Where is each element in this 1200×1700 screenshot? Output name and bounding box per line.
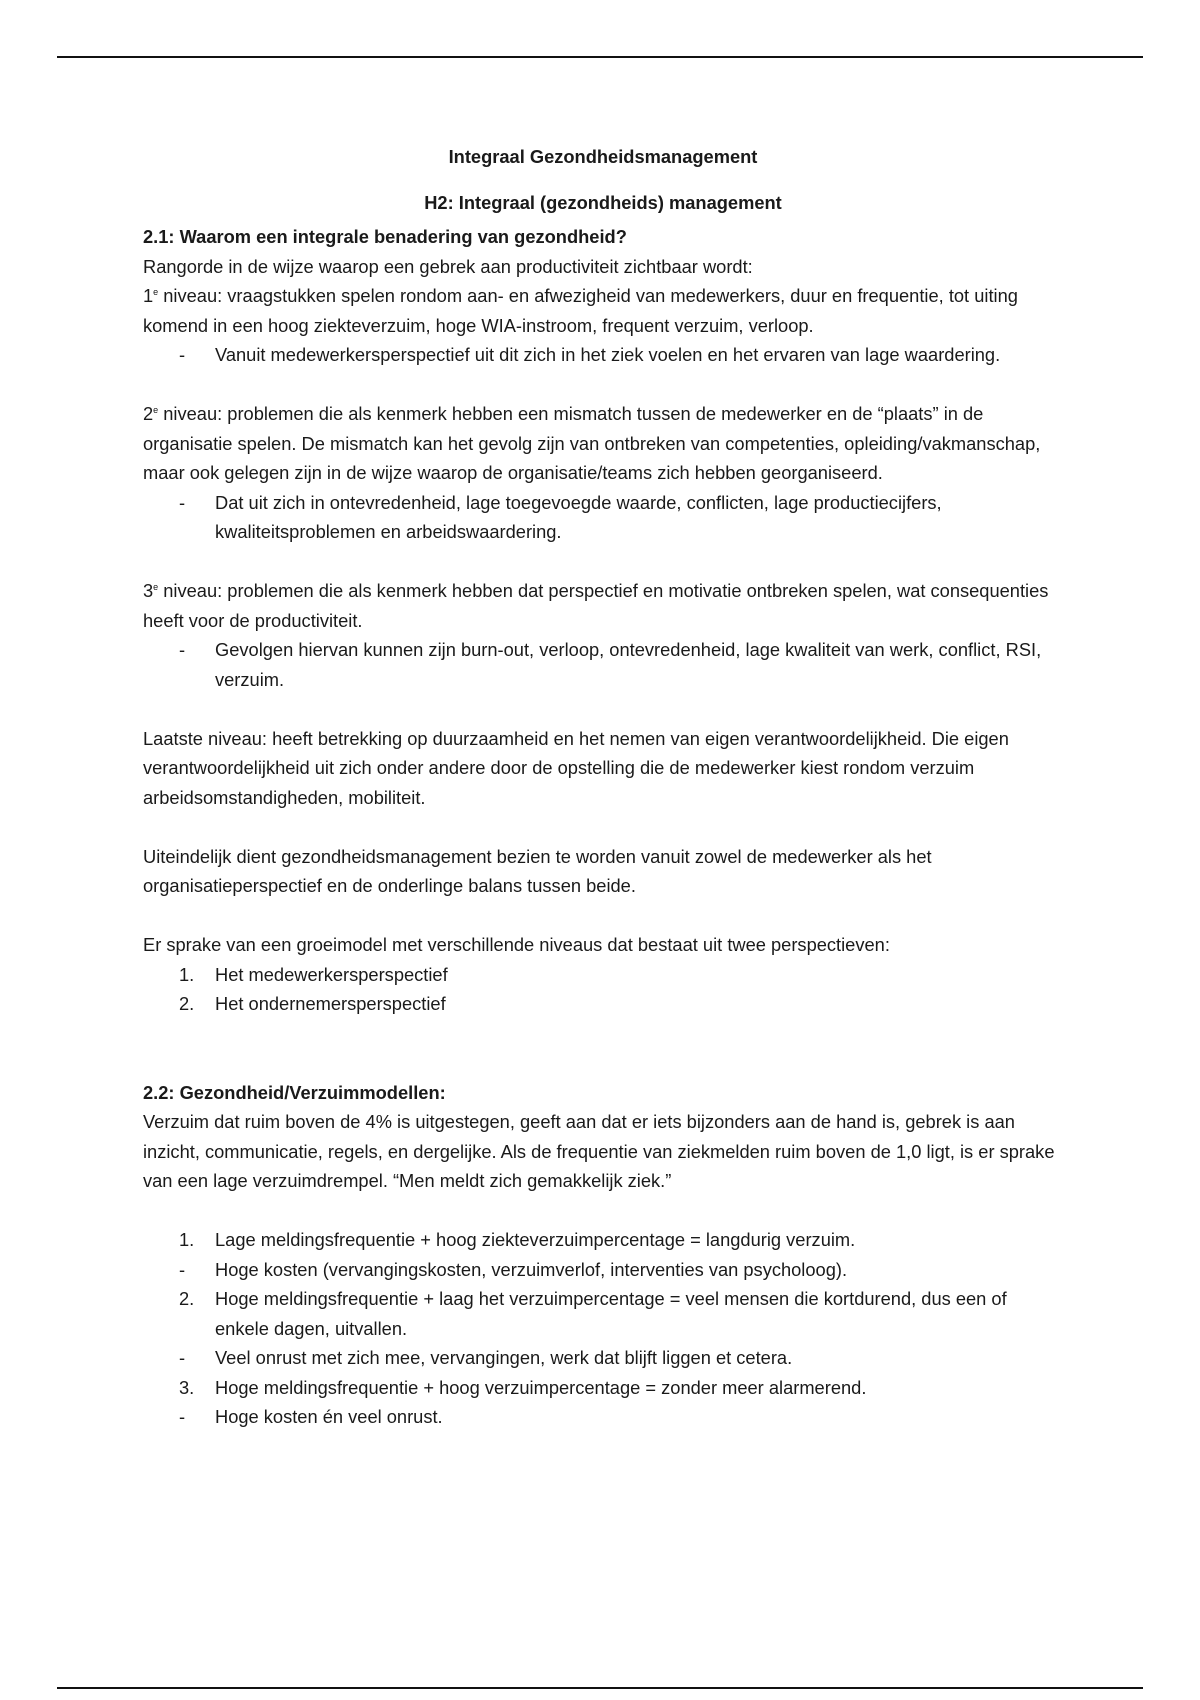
intro-paragraph: Rangorde in de wijze waarop een gebrek aan productiviteit zichtbaar wordt:	[143, 255, 753, 277]
level-3-paragraph: 3e niveau: problemen die als kenmerk hebben dat perspectief en motivatie ontbreken spelen, wat consequenties heeft voor de productiviteit.	[143, 580, 1049, 631]
section-2-1-heading: 2.1: Waarom een integrale benadering van gezondheid?	[143, 226, 627, 247]
list-item: - Veel onrust met zich mee, vervangingen, werk dat blijft liggen et cetera.	[179, 1347, 793, 1368]
list-item: 1. Het medewerkersperspectief	[179, 963, 448, 985]
list-item: - Hoge kosten (vervangingskosten, verzuimverlof, interventies van psycholoog).	[179, 1258, 848, 1280]
list-item: 2. Hoge meldingsfrequentie + laag het verzuimpercentage = veel mensen die kortdurend, dus een of enkele dagen, uitvallen.	[179, 1288, 1007, 1339]
level-1-bullet: - Vanuit medewerkersperspectief uit dit zich in het ziek voelen en het ervaren van lage waardering.	[179, 344, 1001, 365]
document-title: Integraal Gezondheidsmanagement	[448, 146, 758, 167]
level-2-bullet: - Dat uit zich in ontevredenheid, lage toegevoegde waarde, conflicten, lage productiecijfers, kwaliteitsproblemen en arbeidswaardering.	[179, 491, 942, 542]
level-3-bullet: - Gevolgen hiervan kunnen zijn burn-out, verloop, ontevredenheid, lage kwaliteit van werk, conflict, RSI, verzuim.	[179, 639, 1042, 690]
top-rule	[57, 56, 1143, 58]
level-1-paragraph: 1e niveau: vraagstukken spelen rondom aan- en afwezigheid van medewerkers, duur en frequentie, tot uiting komend in een hoog ziekteverzuim, hoge WIA-instroom, frequent verzuim, verloop.	[143, 285, 1018, 336]
section-2-2-heading: 2.2: Gezondheid/Verzuimmodellen:	[143, 1081, 446, 1103]
level-2-paragraph: 2e niveau: problemen die als kenmerk hebben een mismatch tussen de medewerker en de “plaats” in de organisatie spelen. De mismatch kan het gevolg zijn van ontbreken van competenties, opleiding/vakmanschap, maar ook gelegen zijn in de wijze waarop de organisatie/teams zich hebben georganiseerd.	[143, 403, 1041, 483]
document-body	[143, 142, 1063, 1432]
list-item: 2. Het ondernemersperspectief	[179, 993, 446, 1014]
last-level-paragraph: Laatste niveau: heeft betrekking op duurzaamheid en het nemen van eigen verantwoordelijkheid. Die eigen verantwoordelijkheid uit zich onder andere door de opstelling die de medewerker kiest rondom verzuim arbeidsomstandigheden, mobiliteit.	[143, 727, 1009, 808]
absence-paragraph: Verzuim dat ruim boven de 4% is uitgestegen, geeft aan dat er iets bijzonders aan de hand is, gebrek is aan inzicht, communicatie, regels, en dergelijke. Als de frequentie van ziekmelden ruim boven de 1,0 ligt, is er sprake van een lage verzuimdrempel. “Men meldt zich gemakkelijk ziek.”	[143, 1111, 1055, 1191]
list-item: - Hoge kosten én veel onrust.	[179, 1406, 443, 1427]
list-item: 1. Lage meldingsfrequentie + hoog ziekteverzuimpercentage = langdurig verzuim.	[179, 1229, 856, 1250]
list-item: 3. Hoge meldingsfrequentie + hoog verzuimpercentage = zonder meer alarmerend.	[179, 1376, 867, 1398]
bottom-rule	[57, 1687, 1143, 1689]
ultimately-paragraph: Uiteindelijk dient gezondheidsmanagement bezien te worden vanuit zowel de medewerker als het organisatieperspectief en de onderlinge balans tussen beide.	[143, 845, 932, 896]
chapter-title: H2: Integraal (gezondheids) management	[424, 191, 782, 213]
growth-model-paragraph: Er sprake van een groeimodel met verschillende niveaus dat bestaat uit twee perspectieven:	[143, 934, 890, 955]
